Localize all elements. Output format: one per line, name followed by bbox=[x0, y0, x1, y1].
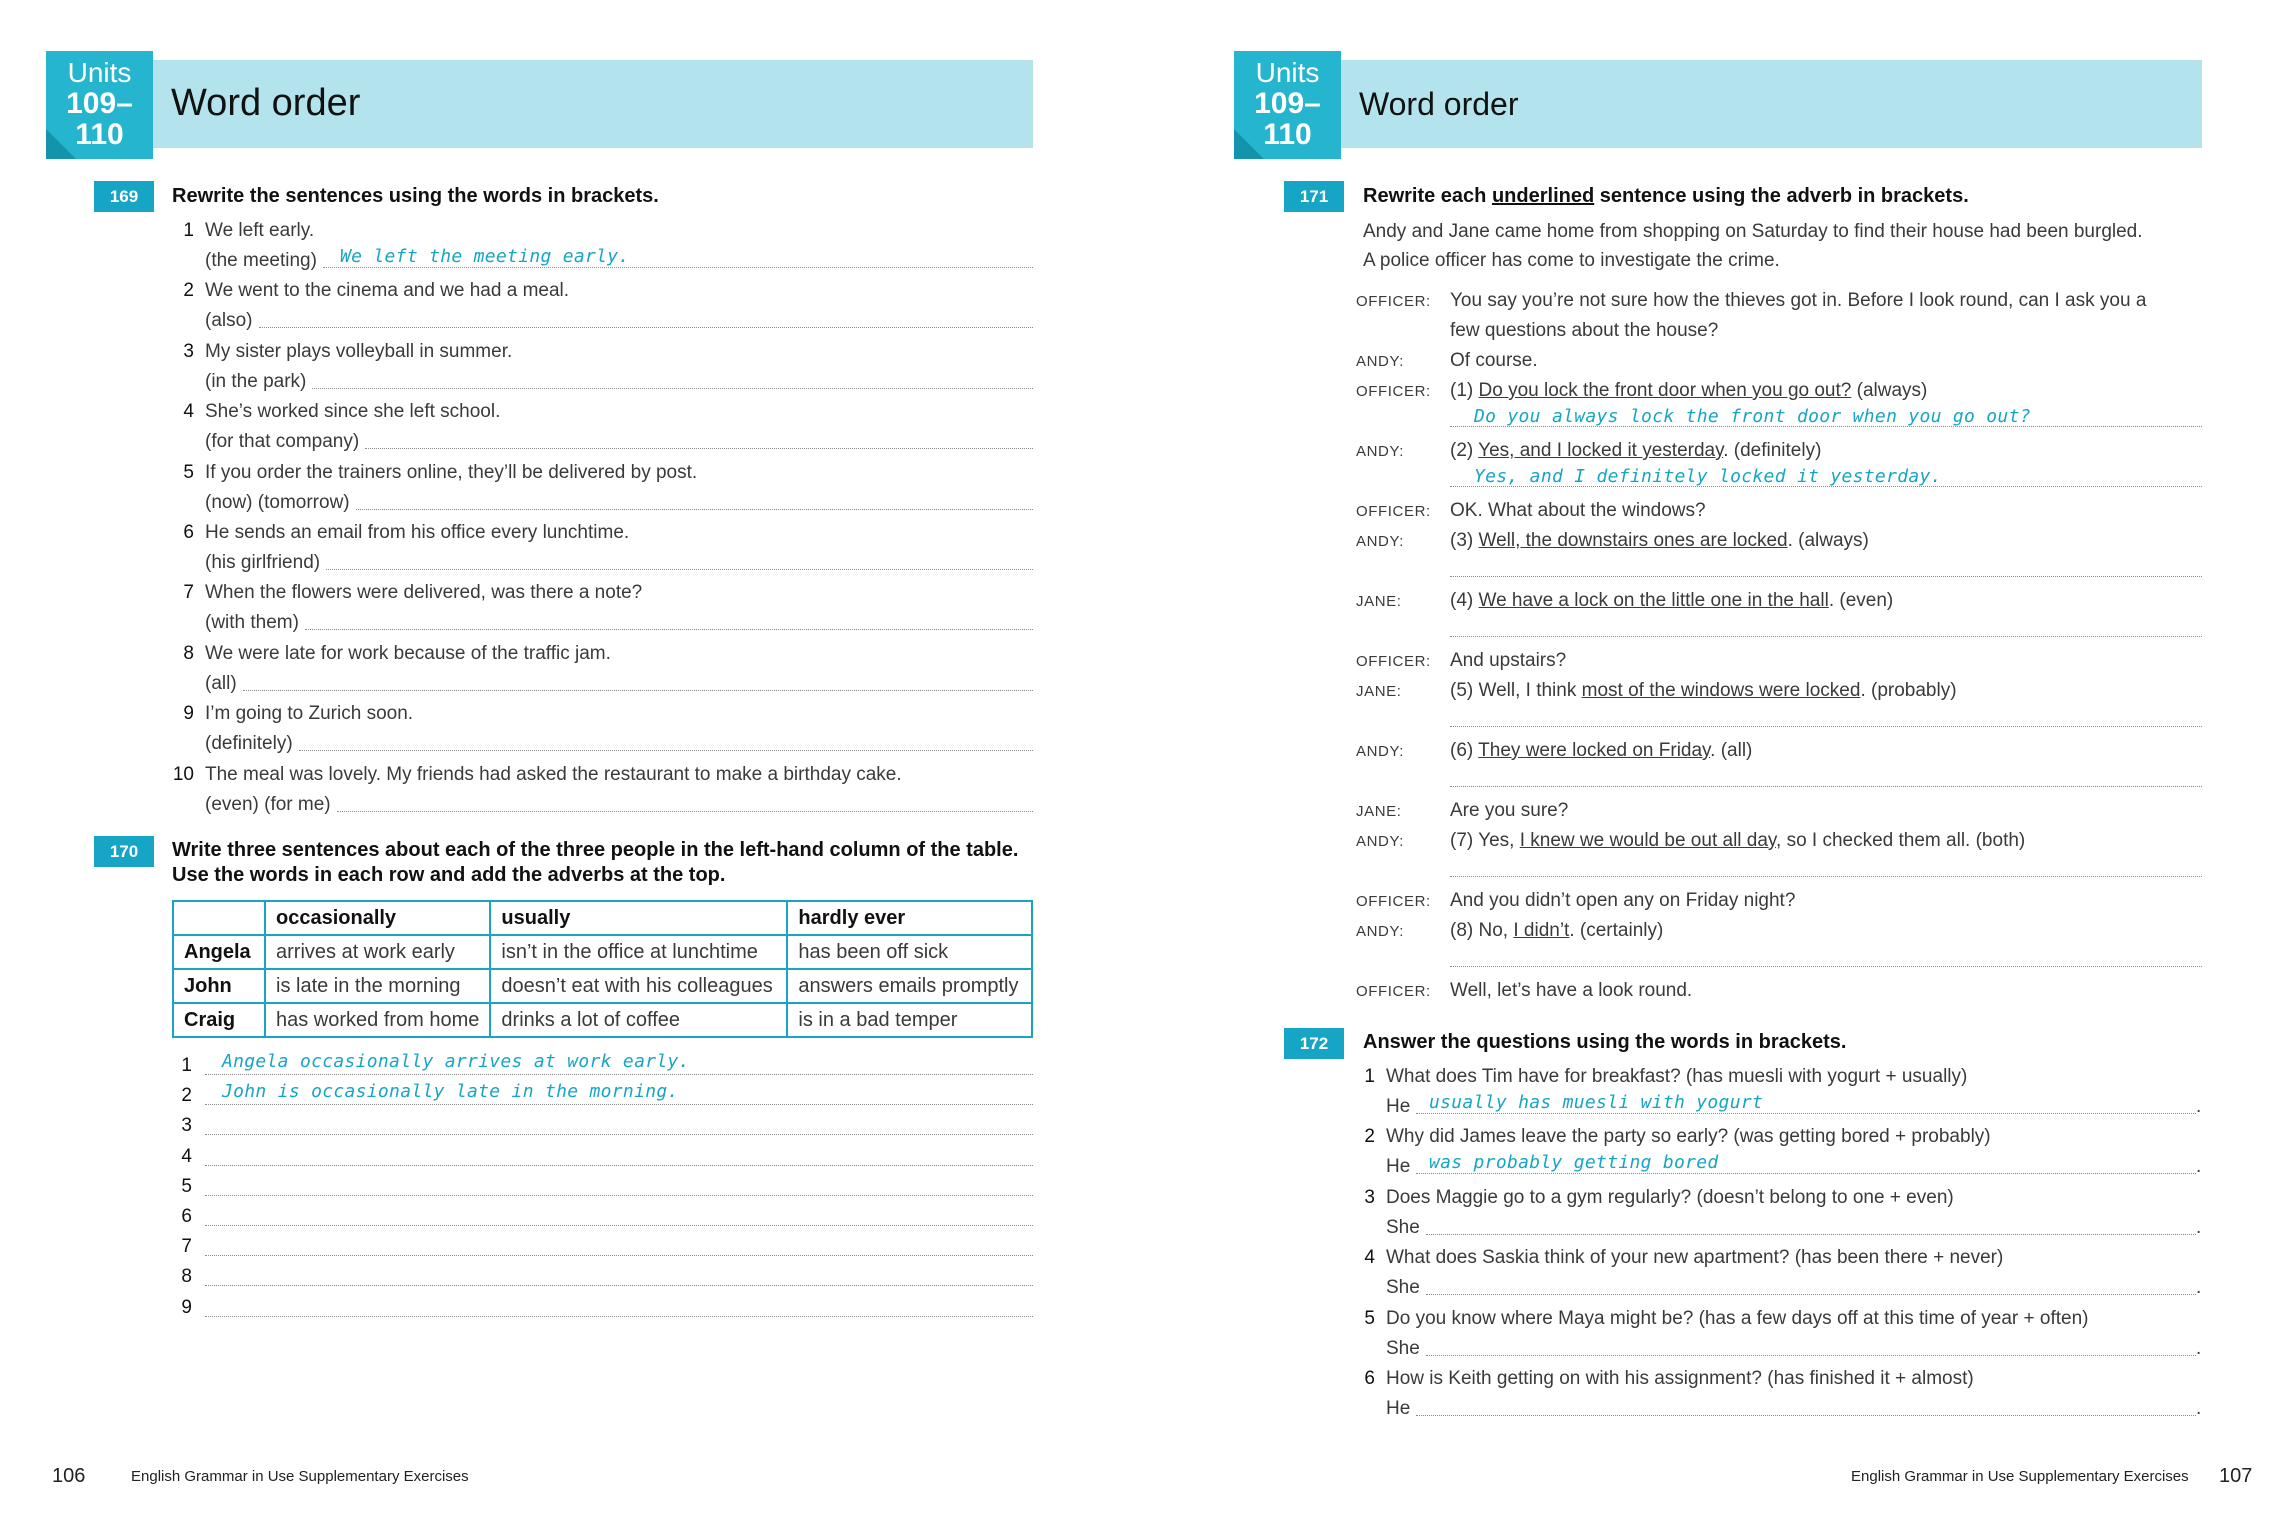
line-number: 9 bbox=[181, 1296, 192, 1318]
table-header: occasionally bbox=[265, 901, 490, 935]
line-number: 5 bbox=[181, 1175, 192, 1197]
table-cell: isn’t in the office at lunchtime bbox=[490, 935, 787, 969]
dialogue-line bbox=[1450, 590, 1893, 612]
answer-line bbox=[205, 1224, 1033, 1226]
line-number: 1 bbox=[181, 1055, 192, 1076]
item-sentence: She’s worked since she left school. bbox=[205, 401, 501, 423]
item-question: What does Tim have for breakfast? (has muesli with yogurt + usually) bbox=[1386, 1066, 1968, 1087]
table-cell: drinks a lot of coffee bbox=[490, 1003, 787, 1037]
answer-line bbox=[205, 1164, 1033, 1166]
line-post: , so I checked them all. (both) bbox=[1776, 830, 2026, 851]
units-label: Units bbox=[1255, 57, 1320, 88]
item-number: 8 bbox=[183, 642, 194, 664]
table-cell: doesn’t eat with his colleagues bbox=[490, 969, 787, 1003]
item-subject: He bbox=[1386, 1156, 1411, 1178]
footer-book-title-right: English Grammar in Use Supplementary Exercises bbox=[1851, 1468, 2189, 1485]
table-cell: arrives at work early bbox=[265, 935, 490, 969]
answer-line bbox=[305, 628, 1033, 630]
speaker-label: ANDY: bbox=[1356, 533, 1405, 550]
page-number-left: 106 bbox=[52, 1465, 86, 1487]
speaker-label: ANDY: bbox=[1356, 353, 1405, 370]
item-prompt: (his girlfriend) bbox=[205, 552, 321, 573]
dialogue-line: Of course. bbox=[1450, 350, 1538, 371]
item-subject: She bbox=[1386, 1337, 1420, 1359]
table-cell: has worked from home bbox=[265, 1003, 490, 1037]
intro-line-2: A police officer has come to investigate the crime. bbox=[1363, 250, 1780, 271]
line-post: . (always) bbox=[1787, 530, 1869, 551]
title-bar bbox=[1341, 60, 2202, 148]
line-number: 8 bbox=[181, 1266, 192, 1288]
table-cell: is in a bad temper bbox=[787, 1003, 1032, 1037]
table-cell: is late in the morning bbox=[265, 969, 490, 1003]
full-stop: . bbox=[2196, 1096, 2202, 1117]
item-question: How is Keith getting on with his assignment? (has finished it + almost) bbox=[1386, 1368, 1974, 1389]
item-number: 5 bbox=[1364, 1307, 1375, 1329]
page-number-right: 107 bbox=[2219, 1465, 2253, 1487]
units-range-bottom: 110 bbox=[75, 118, 124, 151]
line-post: . (certainly) bbox=[1569, 920, 1664, 941]
line-number: 2 bbox=[181, 1085, 192, 1107]
answer-line bbox=[299, 749, 1033, 751]
dialogue-line bbox=[1450, 740, 1752, 762]
dialogue-line bbox=[1450, 440, 1821, 462]
line-pre: (8) No, bbox=[1450, 920, 1514, 941]
answer-line bbox=[356, 508, 1033, 510]
answer-line bbox=[1426, 1293, 2196, 1295]
line-post: . (all) bbox=[1710, 740, 1753, 761]
speaker-label: JANE: bbox=[1356, 803, 1402, 820]
item-question: Why did James leave the party so early? (was getting bored + probably) bbox=[1386, 1126, 1991, 1148]
table-header: usually bbox=[490, 901, 787, 935]
handwritten-answer: Yes, and I definitely locked it yesterday. bbox=[1474, 466, 1942, 487]
exercise-number-170: 170 bbox=[94, 836, 154, 867]
item-number: 1 bbox=[1364, 1066, 1375, 1087]
exercise-number-172: 172 bbox=[1284, 1028, 1344, 1059]
line-pre: (1) bbox=[1450, 380, 1479, 401]
answer-line bbox=[205, 1103, 1033, 1105]
table-row bbox=[173, 935, 1032, 969]
speaker-label: ANDY: bbox=[1356, 443, 1405, 460]
answer-line bbox=[259, 326, 1033, 328]
item-prompt: (in the park) bbox=[205, 370, 307, 392]
full-stop: . bbox=[2196, 1398, 2202, 1419]
line-number: 6 bbox=[181, 1206, 192, 1227]
table-row bbox=[173, 969, 1032, 1003]
speaker-label: OFFICER: bbox=[1356, 983, 1431, 1000]
item-number: 7 bbox=[183, 582, 194, 604]
item-sentence: My sister plays volleyball in summer. bbox=[205, 340, 513, 362]
dialogue-line bbox=[1450, 680, 1957, 702]
item-number: 6 bbox=[1364, 1368, 1375, 1389]
item-sentence: When the flowers were delivered, was there a note? bbox=[205, 582, 643, 604]
item-number: 2 bbox=[1364, 1126, 1375, 1148]
dialogue-line: OK. What about the windows? bbox=[1450, 500, 1706, 521]
item-subject: She bbox=[1386, 1277, 1420, 1299]
item-number: 2 bbox=[183, 280, 194, 302]
line-post: (always) bbox=[1851, 380, 1928, 401]
item-number: 3 bbox=[1364, 1186, 1375, 1208]
item-subject: He bbox=[1386, 1398, 1411, 1419]
row-name: Craig bbox=[173, 1003, 265, 1037]
full-stop: . bbox=[2196, 1337, 2202, 1359]
speaker-label: OFFICER: bbox=[1356, 653, 1431, 670]
underlined-sentence: Do you lock the front door when you go out? bbox=[1478, 380, 1852, 401]
dialogue-line bbox=[1450, 920, 1663, 942]
answer-line bbox=[326, 568, 1033, 570]
line-post: . (definitely) bbox=[1723, 440, 1822, 461]
item-sentence: We left early. bbox=[205, 220, 315, 241]
line-pre: (6) bbox=[1450, 740, 1479, 761]
speaker-label: JANE: bbox=[1356, 593, 1402, 610]
answer-line bbox=[1450, 725, 2202, 727]
underlined-sentence: We have a lock on the little one in the hall bbox=[1478, 590, 1829, 611]
answer-line bbox=[205, 1315, 1033, 1317]
item-sentence: He sends an email from his office every lunchtime. bbox=[205, 522, 630, 543]
item-number: 3 bbox=[183, 340, 194, 362]
exercise-instruction-171 bbox=[1363, 184, 1969, 209]
item-subject: She bbox=[1386, 1216, 1420, 1238]
row-name: John bbox=[173, 969, 265, 1003]
item-sentence: We were late for work because of the traffic jam. bbox=[205, 642, 611, 664]
item-prompt: (with them) bbox=[205, 612, 299, 634]
underlined-sentence: Yes, and I locked it yesterday bbox=[1478, 440, 1724, 461]
exercise-instruction-170 bbox=[172, 838, 1018, 888]
dialogue-line: And you didn’t open any on Friday night? bbox=[1450, 890, 1796, 911]
answer-line bbox=[337, 810, 1033, 812]
speaker-label: OFFICER: bbox=[1356, 383, 1431, 400]
item-sentence: The meal was lovely. My friends had asked the restaurant to make a birthday cake. bbox=[205, 763, 902, 785]
units-label: Units bbox=[67, 57, 132, 88]
handwritten-answer: We left the meeting early. bbox=[340, 246, 630, 267]
table-corner-cell bbox=[173, 901, 265, 935]
units-range-top: 109– bbox=[1254, 87, 1321, 120]
line-number: 3 bbox=[181, 1115, 192, 1137]
item-number: 1 bbox=[183, 220, 194, 241]
item-prompt: (the meeting) bbox=[205, 250, 317, 271]
item-prompt: (all) bbox=[205, 672, 237, 694]
table-row bbox=[173, 1003, 1032, 1037]
dialogue-line: You say you’re not sure how the thieves got in. Before I look round, can I ask you a bbox=[1450, 290, 2147, 311]
item-number: 4 bbox=[1364, 1247, 1375, 1269]
answer-line bbox=[1426, 1354, 2196, 1356]
dialogue-line bbox=[1450, 380, 1927, 402]
instruction-post: sentence using the adverb in brackets. bbox=[1594, 185, 1969, 207]
dialogue-line: Are you sure? bbox=[1450, 800, 1569, 821]
item-question: Do you know where Maya might be? (has a few days off at this time of year + often) bbox=[1386, 1307, 2089, 1329]
underlined-sentence: Well, the downstairs ones are locked bbox=[1478, 530, 1788, 551]
exercise-number-171: 171 bbox=[1284, 181, 1344, 212]
speaker-label: ANDY: bbox=[1356, 833, 1405, 850]
page-title: Word order bbox=[171, 82, 361, 124]
answer-line bbox=[1416, 1414, 2196, 1416]
instruction-line-2: Use the words in each row and add the adverbs at the top. bbox=[172, 864, 726, 886]
speaker-label: ANDY: bbox=[1356, 923, 1405, 940]
full-stop: . bbox=[2196, 1216, 2202, 1238]
answer-line bbox=[205, 1194, 1033, 1196]
units-range-top: 109– bbox=[66, 87, 133, 120]
line-pre: (5) Well, I think bbox=[1450, 680, 1582, 701]
dialogue-line: And upstairs? bbox=[1450, 650, 1567, 671]
answer-line bbox=[243, 689, 1033, 691]
speaker-label: OFFICER: bbox=[1356, 503, 1431, 520]
answer-line bbox=[1450, 575, 2202, 577]
adverb-table bbox=[172, 900, 1033, 1038]
line-pre: (2) bbox=[1450, 440, 1479, 461]
line-pre: (3) bbox=[1450, 530, 1479, 551]
item-number: 10 bbox=[172, 763, 194, 785]
full-stop: . bbox=[2196, 1156, 2202, 1178]
answer-line bbox=[1450, 965, 2202, 967]
item-sentence: If you order the trainers online, they’ll be delivered by post. bbox=[205, 461, 698, 483]
item-question: What does Saskia think of your new apartment? (has been there + never) bbox=[1386, 1247, 2004, 1269]
handwritten-answer: Angela occasionally arrives at work early. bbox=[222, 1051, 690, 1072]
answer-line bbox=[1450, 875, 2202, 877]
handwritten-answer: John is occasionally late in the morning. bbox=[222, 1081, 679, 1103]
speaker-label: OFFICER: bbox=[1356, 893, 1431, 910]
line-post: . (probably) bbox=[1860, 680, 1957, 701]
instruction-line-1: Write three sentences about each of the three people in the left-hand column of the table. bbox=[172, 839, 1019, 861]
table-cell: has been off sick bbox=[787, 935, 1032, 969]
item-number: 6 bbox=[183, 522, 194, 543]
underlined-sentence: They were locked on Friday bbox=[1478, 740, 1711, 761]
answer-line bbox=[205, 1254, 1033, 1256]
dialogue-line: Well, let’s have a look round. bbox=[1450, 980, 1693, 1001]
answer-line bbox=[312, 387, 1033, 389]
answer-line bbox=[205, 1133, 1033, 1135]
item-sentence: I’m going to Zurich soon. bbox=[205, 703, 414, 725]
answer-line bbox=[205, 1073, 1033, 1075]
dialogue-line bbox=[1450, 530, 1869, 552]
title-bar bbox=[153, 60, 1033, 148]
item-prompt: (for that company) bbox=[205, 431, 360, 453]
exercise-number-169: 169 bbox=[94, 181, 154, 212]
exercise-instruction-169: Rewrite the sentences using the words in brackets. bbox=[172, 185, 659, 207]
answer-line bbox=[205, 1284, 1033, 1286]
answer-line bbox=[365, 447, 1033, 449]
units-range-bottom: 110 bbox=[1263, 118, 1312, 151]
table-header: hardly ever bbox=[787, 901, 1032, 935]
item-number: 4 bbox=[183, 401, 194, 423]
item-subject: He bbox=[1386, 1096, 1411, 1117]
table-cell: answers emails promptly bbox=[787, 969, 1032, 1003]
answer-line bbox=[1450, 635, 2202, 637]
intro-line-1: Andy and Jane came home from shopping on Saturday to find their house had been burgled. bbox=[1363, 221, 2143, 242]
item-number: 9 bbox=[183, 703, 194, 725]
item-prompt: (definitely) bbox=[205, 733, 293, 755]
dialogue-line: few questions about the house? bbox=[1450, 320, 1719, 341]
line-number: 4 bbox=[181, 1145, 192, 1167]
item-prompt: (now) (tomorrow) bbox=[205, 491, 350, 513]
right-page bbox=[1146, 0, 2292, 1531]
item-sentence: We went to the cinema and we had a meal. bbox=[205, 280, 570, 302]
answer-line bbox=[1450, 785, 2202, 787]
item-prompt: (also) bbox=[205, 310, 253, 332]
instruction-underlined: underlined bbox=[1491, 185, 1595, 207]
speaker-label: OFFICER: bbox=[1356, 293, 1431, 310]
answer-line bbox=[1426, 1233, 2196, 1235]
full-stop: . bbox=[2196, 1277, 2202, 1299]
handwritten-answer: Do you always lock the front door when you go out? bbox=[1474, 406, 2031, 427]
line-pre: (4) bbox=[1450, 590, 1479, 611]
exercise-instruction-172: Answer the questions using the words in brackets. bbox=[1363, 1031, 1847, 1053]
units-badge bbox=[1234, 51, 1341, 159]
underlined-sentence: most of the windows were locked bbox=[1581, 680, 1861, 701]
item-prompt: (even) (for me) bbox=[205, 793, 331, 815]
speaker-label: JANE: bbox=[1356, 683, 1402, 700]
units-badge bbox=[46, 51, 153, 159]
dialogue-line bbox=[1450, 830, 2025, 852]
speaker-label: ANDY: bbox=[1356, 743, 1405, 760]
line-pre: (7) Yes, bbox=[1450, 830, 1520, 851]
underlined-sentence: I didn’t bbox=[1513, 920, 1570, 941]
handwritten-answer: usually has muesli with yogurt bbox=[1429, 1092, 1764, 1113]
item-number: 5 bbox=[183, 461, 194, 483]
item-question: Does Maggie go to a gym regularly? (doesn’t belong to one + even) bbox=[1386, 1186, 1954, 1208]
footer-book-title-left: English Grammar in Use Supplementary Exercises bbox=[131, 1468, 469, 1485]
table-header-row bbox=[173, 901, 1032, 935]
row-name: Angela bbox=[173, 935, 265, 969]
line-number: 7 bbox=[181, 1236, 192, 1258]
underlined-sentence: I knew we would be out all day bbox=[1519, 830, 1777, 851]
handwritten-answer: was probably getting bored bbox=[1429, 1152, 1719, 1174]
page-title: Word order bbox=[1359, 86, 1519, 122]
instruction-pre: Rewrite each bbox=[1363, 185, 1492, 207]
line-post: . (even) bbox=[1828, 590, 1894, 611]
